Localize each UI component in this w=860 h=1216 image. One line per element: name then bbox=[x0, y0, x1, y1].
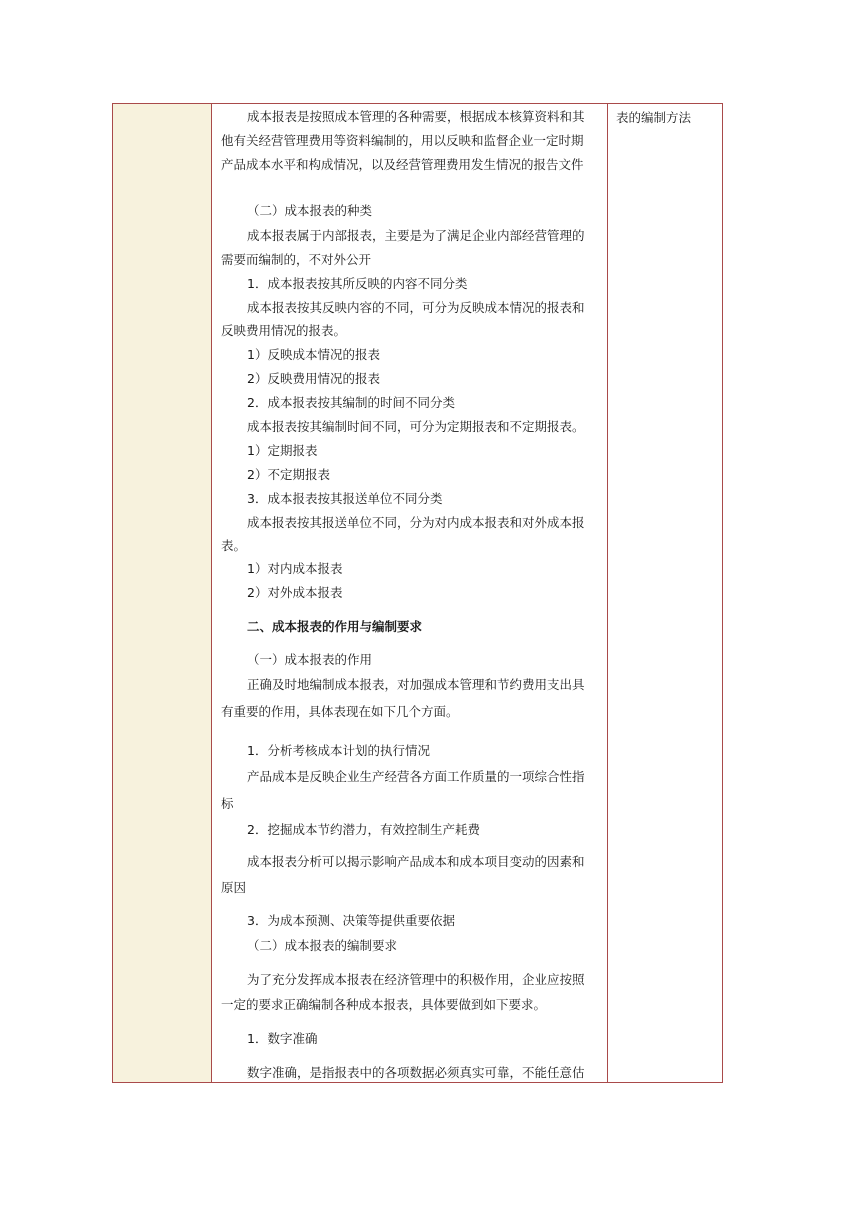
text-line: 2．成本报表按其编制的时间不同分类 bbox=[247, 395, 455, 410]
section-heading: （二）成本报表的编制要求 bbox=[247, 938, 398, 953]
text-line: 成本报表是按照成本管理的各种需要，根据成本核算资料和其 bbox=[247, 109, 585, 124]
text-line: 3．为成本预测、决策等提供重要依据 bbox=[247, 913, 455, 928]
text-line: 1）对内成本报表 bbox=[247, 561, 343, 576]
text-line: 1）反映成本情况的报表 bbox=[247, 347, 380, 362]
text-line: 2．挖掘成本节约潜力，有效控制生产耗费 bbox=[247, 822, 480, 837]
text-line: 1．分析考核成本计划的执行情况 bbox=[247, 743, 430, 758]
text-line: 1．成本报表按其所反映的内容不同分类 bbox=[247, 276, 468, 291]
text-line: 成本报表分析可以揭示影响产品成本和成本项目变动的因素和 bbox=[247, 854, 585, 869]
text-line: 数字准确，是指报表中的各项数据必须真实可靠，不能任意估 bbox=[247, 1065, 585, 1080]
text-line: 反映费用情况的报表。 bbox=[221, 323, 347, 338]
text-line: 1．数字准确 bbox=[247, 1031, 318, 1046]
text-line: 成本报表按其报送单位不同，分为对内成本报表和对外成本报 bbox=[247, 515, 585, 530]
text-line: 3．成本报表按其报送单位不同分类 bbox=[247, 491, 443, 506]
text-line: 成本报表属于内部报表，主要是为了满足企业内部经营管理的 bbox=[247, 228, 585, 243]
text-line: 标 bbox=[221, 796, 234, 811]
document-table bbox=[112, 103, 723, 1083]
text-line: 2）对外成本报表 bbox=[247, 585, 343, 600]
section-heading: 二、成本报表的作用与编制要求 bbox=[247, 619, 423, 634]
text-line: 1）定期报表 bbox=[247, 443, 318, 458]
text-line: 需要而编制的，不对外公开 bbox=[221, 252, 372, 267]
text-line: 为了充分发挥成本报表在经济管理中的积极作用，企业应按照 bbox=[247, 972, 585, 987]
left-column-cell bbox=[113, 104, 212, 1082]
column-divider bbox=[607, 104, 608, 1082]
text-line: 他有关经营管理费用等资料编制的，用以反映和监督企业一定时期 bbox=[221, 133, 584, 148]
text-line: 一定的要求正确编制各种成本报表，具体要做到如下要求。 bbox=[221, 997, 547, 1012]
text-line: 产品成本是反映企业生产经营各方面工作质量的一项综合性指 bbox=[247, 769, 585, 784]
right-column-text: 表的编制方法 bbox=[616, 110, 692, 125]
text-line: 成本报表按其编制时间不同，可分为定期报表和不定期报表。 bbox=[247, 419, 585, 434]
text-line: 2）反映费用情况的报表 bbox=[247, 371, 380, 386]
text-line: 产品成本水平和构成情况，以及经营管理费用发生情况的报告文件 bbox=[221, 157, 584, 172]
text-line: 表。 bbox=[221, 538, 247, 553]
section-heading: （一）成本报表的作用 bbox=[247, 652, 373, 667]
text-line: 成本报表按其反映内容的不同，可分为反映成本情况的报表和 bbox=[247, 300, 585, 315]
section-heading: （二）成本报表的种类 bbox=[247, 203, 373, 218]
text-line: 有重要的作用，具体表现在如下几个方面。 bbox=[221, 704, 459, 719]
text-line: 2）不定期报表 bbox=[247, 467, 330, 482]
text-line: 原因 bbox=[221, 880, 247, 895]
text-line: 正确及时地编制成本报表，对加强成本管理和节约费用支出具 bbox=[247, 677, 585, 692]
